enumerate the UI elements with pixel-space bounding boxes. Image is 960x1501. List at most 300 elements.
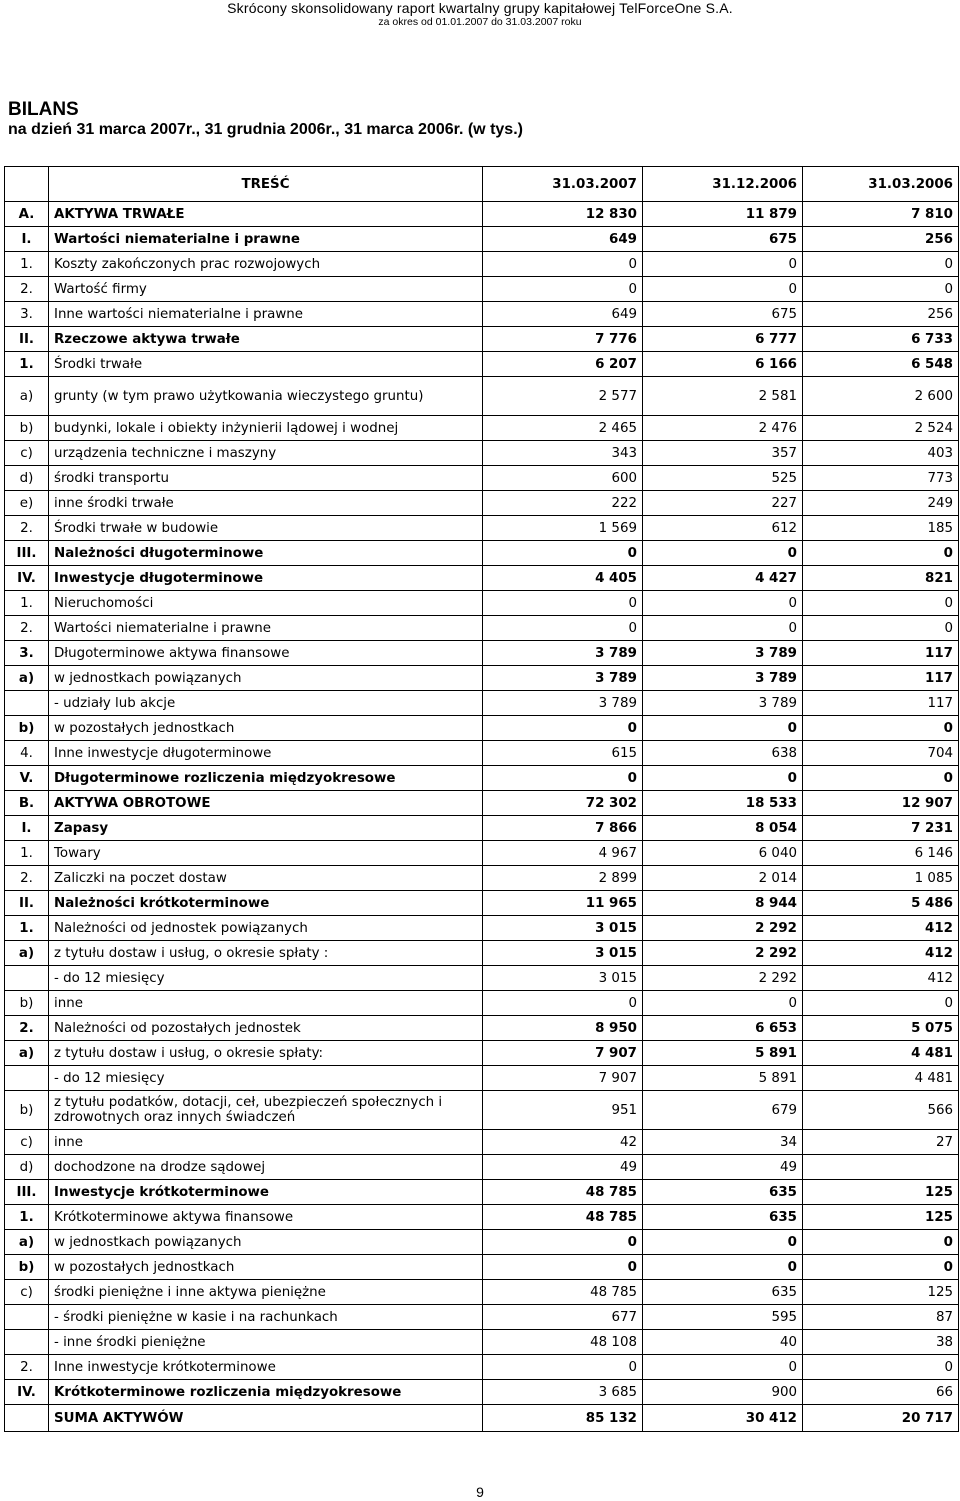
value-2006-03-31: 1 085 <box>803 866 959 891</box>
row-label: 1. <box>5 352 49 377</box>
value-2006-12-31: 612 <box>643 516 803 541</box>
table-row <box>5 416 959 441</box>
table-row <box>5 352 959 377</box>
value-2006-03-31: 125 <box>803 1205 959 1230</box>
value-2007-03-31: 343 <box>483 441 643 466</box>
table-row <box>5 491 959 516</box>
row-description: - do 12 miesięcy <box>49 1066 483 1091</box>
value-2006-12-31: 525 <box>643 466 803 491</box>
row-label: c) <box>5 441 49 466</box>
value-2007-03-31: 3 015 <box>483 916 643 941</box>
value-2007-03-31: 0 <box>483 541 643 566</box>
value-2006-03-31: 0 <box>803 716 959 741</box>
table-row <box>5 691 959 716</box>
value-2006-03-31: 412 <box>803 966 959 991</box>
row-description: Należności krótkoterminowe <box>49 891 483 916</box>
row-label: a) <box>5 1230 49 1255</box>
value-2006-03-31: 117 <box>803 666 959 691</box>
value-2006-03-31: 0 <box>803 277 959 302</box>
value-2006-12-31: 2 476 <box>643 416 803 441</box>
row-description: SUMA AKTYWÓW <box>49 1405 483 1432</box>
table-row <box>5 327 959 352</box>
column-header-tresc: TREŚĆ <box>49 167 483 202</box>
row-label: d) <box>5 466 49 491</box>
value-2006-03-31: 704 <box>803 741 959 766</box>
total-row <box>5 1405 959 1432</box>
row-description: urządzenia techniczne i maszyny <box>49 441 483 466</box>
value-2007-03-31: 615 <box>483 741 643 766</box>
value-2007-03-31: 48 785 <box>483 1280 643 1305</box>
value-2006-03-31: 566 <box>803 1091 959 1130</box>
value-2006-03-31: 7 810 <box>803 202 959 227</box>
value-2006-12-31: 0 <box>643 1230 803 1255</box>
row-description: Nieruchomości <box>49 591 483 616</box>
table-row <box>5 591 959 616</box>
row-label: b) <box>5 1091 49 1130</box>
row-description: Inwestycje długoterminowe <box>49 566 483 591</box>
table-row <box>5 916 959 941</box>
row-description: Długoterminowe aktywa finansowe <box>49 641 483 666</box>
table-row <box>5 516 959 541</box>
row-description: w jednostkach powiązanych <box>49 1230 483 1255</box>
value-2006-12-31: 34 <box>643 1130 803 1155</box>
row-label: 2. <box>5 1016 49 1041</box>
row-description: - do 12 miesięcy <box>49 966 483 991</box>
row-label: IV. <box>5 566 49 591</box>
column-header-2007-03-31: 31.03.2007 <box>483 167 643 202</box>
value-2006-03-31: 412 <box>803 941 959 966</box>
value-2007-03-31: 3 015 <box>483 941 643 966</box>
row-label: 1. <box>5 252 49 277</box>
value-2006-03-31: 117 <box>803 691 959 716</box>
report-header-title: Skrócony skonsolidowany raport kwartalny grupy kapitałowej TelForceOne S.A. <box>227 0 733 16</box>
row-description: AKTYWA OBROTOWE <box>49 791 483 816</box>
value-2006-12-31: 8 054 <box>643 816 803 841</box>
value-2006-03-31: 412 <box>803 916 959 941</box>
table-row <box>5 227 959 252</box>
value-2006-12-31: 5 891 <box>643 1066 803 1091</box>
value-2006-12-31: 2 292 <box>643 916 803 941</box>
row-label: 4. <box>5 741 49 766</box>
row-label: c) <box>5 1280 49 1305</box>
row-description: Krótkoterminowe aktywa finansowe <box>49 1205 483 1230</box>
row-label: 2. <box>5 277 49 302</box>
value-2006-03-31: 66 <box>803 1380 959 1405</box>
value-2006-12-31: 6 040 <box>643 841 803 866</box>
table-row <box>5 1305 959 1330</box>
value-2006-03-31: 0 <box>803 591 959 616</box>
document-subtitle: na dzień 31 marca 2007r., 31 grudnia 2006r., 31 marca 2006r. (w tys.) <box>8 121 523 138</box>
value-2007-03-31: 48 785 <box>483 1205 643 1230</box>
value-2006-12-31: 638 <box>643 741 803 766</box>
value-2006-03-31: 0 <box>803 616 959 641</box>
value-2007-03-31: 8 950 <box>483 1016 643 1041</box>
value-2007-03-31: 4 405 <box>483 566 643 591</box>
row-description: Towary <box>49 841 483 866</box>
value-2007-03-31: 0 <box>483 277 643 302</box>
table-row <box>5 1330 959 1355</box>
value-2006-12-31: 0 <box>643 252 803 277</box>
value-2006-03-31: 773 <box>803 466 959 491</box>
table-row <box>5 741 959 766</box>
row-label: a) <box>5 941 49 966</box>
value-2007-03-31: 11 965 <box>483 891 643 916</box>
value-2006-12-31: 0 <box>643 716 803 741</box>
column-header-2006-03-31: 31.03.2006 <box>803 167 959 202</box>
row-label: 1. <box>5 916 49 941</box>
value-2006-12-31: 0 <box>643 616 803 641</box>
row-label: I. <box>5 816 49 841</box>
column-header-2006-12-31: 31.12.2006 <box>643 167 803 202</box>
value-2006-12-31: 3 789 <box>643 641 803 666</box>
row-label: A. <box>5 202 49 227</box>
row-label <box>5 1405 49 1432</box>
value-2006-12-31: 679 <box>643 1091 803 1130</box>
value-2007-03-31: 0 <box>483 1230 643 1255</box>
row-description: budynki, lokale i obiekty inżynierii lądowej i wodnej <box>49 416 483 441</box>
row-label <box>5 1066 49 1091</box>
row-label: e) <box>5 491 49 516</box>
row-description: Wartość firmy <box>49 277 483 302</box>
row-description: z tytułu dostaw i usług, o okresie spłaty: <box>49 1041 483 1066</box>
value-2006-03-31: 6 733 <box>803 327 959 352</box>
row-description: grunty (w tym prawo użytkowania wieczystego gruntu) <box>49 377 483 416</box>
value-2007-03-31: 7 907 <box>483 1066 643 1091</box>
value-2007-03-31: 3 789 <box>483 641 643 666</box>
row-description: Należności długoterminowe <box>49 541 483 566</box>
value-2007-03-31: 0 <box>483 616 643 641</box>
table-row <box>5 941 959 966</box>
value-2007-03-31: 85 132 <box>483 1405 643 1432</box>
value-2007-03-31: 1 569 <box>483 516 643 541</box>
value-2006-03-31: 5 075 <box>803 1016 959 1041</box>
balance-sheet-body <box>5 167 959 1432</box>
row-label: b) <box>5 991 49 1016</box>
value-2006-03-31: 20 717 <box>803 1405 959 1432</box>
value-2006-12-31: 357 <box>643 441 803 466</box>
row-description: Zaliczki na poczet dostaw <box>49 866 483 891</box>
row-description: Środki trwałe w budowie <box>49 516 483 541</box>
table-row <box>5 1016 959 1041</box>
row-description: Inne inwestycje długoterminowe <box>49 741 483 766</box>
row-label: b) <box>5 416 49 441</box>
table-row <box>5 991 959 1016</box>
row-description: dochodzone na drodze sądowej <box>49 1155 483 1180</box>
row-description: w pozostałych jednostkach <box>49 1255 483 1280</box>
value-2007-03-31: 677 <box>483 1305 643 1330</box>
table-row <box>5 1230 959 1255</box>
row-description: inne <box>49 991 483 1016</box>
value-2006-12-31: 40 <box>643 1330 803 1355</box>
value-2006-03-31: 38 <box>803 1330 959 1355</box>
table-row <box>5 252 959 277</box>
table-row <box>5 1280 959 1305</box>
row-description: Rzeczowe aktywa trwałe <box>49 327 483 352</box>
value-2006-03-31: 117 <box>803 641 959 666</box>
value-2006-03-31: 0 <box>803 1355 959 1380</box>
value-2007-03-31: 7 776 <box>483 327 643 352</box>
row-label: 2. <box>5 866 49 891</box>
value-2007-03-31: 2 465 <box>483 416 643 441</box>
row-description: inne <box>49 1130 483 1155</box>
table-header-row <box>5 167 959 202</box>
value-2006-03-31: 12 907 <box>803 791 959 816</box>
value-2006-12-31: 49 <box>643 1155 803 1180</box>
table-row <box>5 641 959 666</box>
row-label <box>5 1305 49 1330</box>
table-row <box>5 1255 959 1280</box>
table-row <box>5 841 959 866</box>
value-2007-03-31: 951 <box>483 1091 643 1130</box>
row-description: inne środki trwałe <box>49 491 483 516</box>
value-2006-12-31: 8 944 <box>643 891 803 916</box>
value-2006-03-31: 403 <box>803 441 959 466</box>
value-2007-03-31: 42 <box>483 1130 643 1155</box>
value-2006-12-31: 2 014 <box>643 866 803 891</box>
value-2007-03-31: 0 <box>483 1255 643 1280</box>
value-2006-03-31: 0 <box>803 991 959 1016</box>
value-2007-03-31: 0 <box>483 766 643 791</box>
row-description: Inne inwestycje krótkoterminowe <box>49 1355 483 1380</box>
value-2006-03-31: 821 <box>803 566 959 591</box>
row-label: II. <box>5 891 49 916</box>
table-row <box>5 716 959 741</box>
value-2006-12-31: 0 <box>643 991 803 1016</box>
header-cell-label <box>5 167 49 202</box>
value-2006-03-31: 185 <box>803 516 959 541</box>
value-2007-03-31: 72 302 <box>483 791 643 816</box>
row-label: c) <box>5 1130 49 1155</box>
value-2006-12-31: 900 <box>643 1380 803 1405</box>
value-2006-12-31: 0 <box>643 591 803 616</box>
value-2007-03-31: 0 <box>483 1355 643 1380</box>
table-row <box>5 1066 959 1091</box>
table-row <box>5 441 959 466</box>
table-row <box>5 1380 959 1405</box>
row-description: w jednostkach powiązanych <box>49 666 483 691</box>
table-row <box>5 466 959 491</box>
row-label <box>5 1330 49 1355</box>
table-row <box>5 202 959 227</box>
page-number: 9 <box>476 1484 484 1500</box>
row-description: Inne wartości niematerialne i prawne <box>49 302 483 327</box>
value-2006-03-31: 0 <box>803 252 959 277</box>
table-row <box>5 766 959 791</box>
row-label: III. <box>5 1180 49 1205</box>
value-2006-03-31: 2 524 <box>803 416 959 441</box>
row-label: b) <box>5 716 49 741</box>
value-2006-12-31: 11 879 <box>643 202 803 227</box>
value-2006-03-31: 87 <box>803 1305 959 1330</box>
row-label: 3. <box>5 641 49 666</box>
value-2006-12-31: 0 <box>643 1255 803 1280</box>
value-2007-03-31: 4 967 <box>483 841 643 866</box>
value-2007-03-31: 2 577 <box>483 377 643 416</box>
report-header-period: za okres od 01.01.2007 do 31.03.2007 roku <box>378 16 582 28</box>
value-2006-03-31: 256 <box>803 302 959 327</box>
row-label: 2. <box>5 616 49 641</box>
table-row <box>5 891 959 916</box>
value-2007-03-31: 222 <box>483 491 643 516</box>
value-2006-03-31: 6 548 <box>803 352 959 377</box>
row-label <box>5 966 49 991</box>
value-2006-03-31: 0 <box>803 1230 959 1255</box>
table-row <box>5 302 959 327</box>
value-2007-03-31: 649 <box>483 302 643 327</box>
row-label: 2. <box>5 516 49 541</box>
row-description: - środki pieniężne w kasie i na rachunkach <box>49 1305 483 1330</box>
value-2007-03-31: 3 789 <box>483 666 643 691</box>
table-row <box>5 1355 959 1380</box>
value-2007-03-31: 7 907 <box>483 1041 643 1066</box>
value-2007-03-31: 7 866 <box>483 816 643 841</box>
value-2006-12-31: 635 <box>643 1180 803 1205</box>
value-2007-03-31: 0 <box>483 991 643 1016</box>
table-row <box>5 791 959 816</box>
row-label: a) <box>5 1041 49 1066</box>
row-description: z tytułu dostaw i usług, o okresie spłaty : <box>49 941 483 966</box>
value-2006-03-31 <box>803 1155 959 1180</box>
row-description: Wartości niematerialne i prawne <box>49 227 483 252</box>
value-2006-03-31: 125 <box>803 1180 959 1205</box>
value-2006-12-31: 635 <box>643 1280 803 1305</box>
value-2006-12-31: 6 166 <box>643 352 803 377</box>
value-2006-12-31: 3 789 <box>643 691 803 716</box>
table-row <box>5 816 959 841</box>
value-2006-12-31: 0 <box>643 541 803 566</box>
value-2006-12-31: 3 789 <box>643 666 803 691</box>
value-2007-03-31: 12 830 <box>483 202 643 227</box>
value-2006-12-31: 635 <box>643 1205 803 1230</box>
table-row <box>5 541 959 566</box>
row-description: Wartości niematerialne i prawne <box>49 616 483 641</box>
row-label: b) <box>5 1255 49 1280</box>
row-description: w pozostałych jednostkach <box>49 716 483 741</box>
row-label: 1. <box>5 591 49 616</box>
value-2007-03-31: 48 785 <box>483 1180 643 1205</box>
row-description: z tytułu podatków, dotacji, ceł, ubezpieczeń społecznych i zdrowotnych oraz innych świadczeń <box>49 1091 483 1130</box>
row-label: 2. <box>5 1355 49 1380</box>
value-2007-03-31: 600 <box>483 466 643 491</box>
row-description: - udziały lub akcje <box>49 691 483 716</box>
table-row <box>5 1091 959 1130</box>
value-2007-03-31: 2 899 <box>483 866 643 891</box>
value-2006-12-31: 595 <box>643 1305 803 1330</box>
value-2006-03-31: 27 <box>803 1130 959 1155</box>
row-description: Długoterminowe rozliczenia międzyokresowe <box>49 766 483 791</box>
row-label: 1. <box>5 841 49 866</box>
value-2006-12-31: 4 427 <box>643 566 803 591</box>
value-2007-03-31: 3 015 <box>483 966 643 991</box>
value-2006-12-31: 2 581 <box>643 377 803 416</box>
value-2007-03-31: 48 108 <box>483 1330 643 1355</box>
row-label: 3. <box>5 302 49 327</box>
row-label: a) <box>5 666 49 691</box>
value-2006-12-31: 0 <box>643 277 803 302</box>
table-row <box>5 966 959 991</box>
table-row <box>5 377 959 416</box>
row-description: Koszty zakończonych prac rozwojowych <box>49 252 483 277</box>
value-2006-12-31: 675 <box>643 227 803 252</box>
row-label: II. <box>5 327 49 352</box>
value-2006-12-31: 0 <box>643 766 803 791</box>
row-description: - inne środki pieniężne <box>49 1330 483 1355</box>
value-2006-12-31: 5 891 <box>643 1041 803 1066</box>
row-description: Środki trwałe <box>49 352 483 377</box>
value-2006-03-31: 4 481 <box>803 1041 959 1066</box>
row-label: III. <box>5 541 49 566</box>
row-label: 1. <box>5 1205 49 1230</box>
table-row <box>5 1130 959 1155</box>
value-2006-12-31: 0 <box>643 1355 803 1380</box>
row-description: środki transportu <box>49 466 483 491</box>
value-2006-12-31: 2 292 <box>643 966 803 991</box>
value-2006-12-31: 675 <box>643 302 803 327</box>
value-2006-12-31: 6 653 <box>643 1016 803 1041</box>
row-description: AKTYWA TRWAŁE <box>49 202 483 227</box>
row-description: Należności od jednostek powiązanych <box>49 916 483 941</box>
value-2006-03-31: 125 <box>803 1280 959 1305</box>
value-2007-03-31: 0 <box>483 716 643 741</box>
row-label: V. <box>5 766 49 791</box>
table-row <box>5 1155 959 1180</box>
row-label: B. <box>5 791 49 816</box>
row-description: Inwestycje krótkoterminowe <box>49 1180 483 1205</box>
value-2006-03-31: 6 146 <box>803 841 959 866</box>
value-2007-03-31: 0 <box>483 252 643 277</box>
row-description: środki pieniężne i inne aktywa pieniężne <box>49 1280 483 1305</box>
row-description: Należności od pozostałych jednostek <box>49 1016 483 1041</box>
table-row <box>5 1205 959 1230</box>
value-2006-03-31: 2 600 <box>803 377 959 416</box>
value-2007-03-31: 649 <box>483 227 643 252</box>
row-label <box>5 691 49 716</box>
row-label: I. <box>5 227 49 252</box>
table-row <box>5 866 959 891</box>
table-row <box>5 666 959 691</box>
value-2006-03-31: 0 <box>803 541 959 566</box>
value-2007-03-31: 49 <box>483 1155 643 1180</box>
table-row <box>5 277 959 302</box>
value-2006-03-31: 256 <box>803 227 959 252</box>
table-row <box>5 566 959 591</box>
document-title: BILANS <box>8 99 79 120</box>
value-2006-03-31: 5 486 <box>803 891 959 916</box>
value-2007-03-31: 6 207 <box>483 352 643 377</box>
table-row <box>5 616 959 641</box>
table-row <box>5 1180 959 1205</box>
value-2006-12-31: 18 533 <box>643 791 803 816</box>
value-2006-12-31: 6 777 <box>643 327 803 352</box>
row-label: IV. <box>5 1380 49 1405</box>
value-2007-03-31: 3 685 <box>483 1380 643 1405</box>
row-description: Krótkoterminowe rozliczenia międzyokresowe <box>49 1380 483 1405</box>
table-row <box>5 1041 959 1066</box>
value-2006-03-31: 4 481 <box>803 1066 959 1091</box>
value-2006-03-31: 7 231 <box>803 816 959 841</box>
value-2007-03-31: 0 <box>483 591 643 616</box>
value-2006-03-31: 0 <box>803 766 959 791</box>
value-2006-12-31: 30 412 <box>643 1405 803 1432</box>
value-2006-12-31: 227 <box>643 491 803 516</box>
row-description: Zapasy <box>49 816 483 841</box>
row-label: a) <box>5 377 49 416</box>
balance-sheet-table <box>4 166 959 1432</box>
value-2006-12-31: 2 292 <box>643 941 803 966</box>
value-2006-03-31: 249 <box>803 491 959 516</box>
row-label: d) <box>5 1155 49 1180</box>
value-2006-03-31: 0 <box>803 1255 959 1280</box>
